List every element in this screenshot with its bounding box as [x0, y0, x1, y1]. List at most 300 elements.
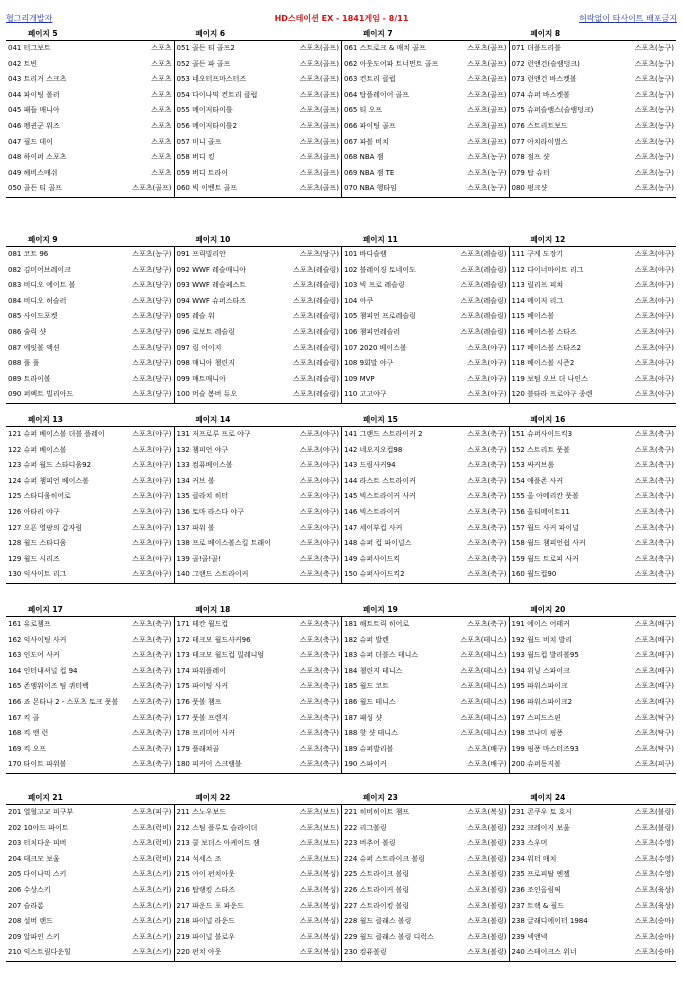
game-category: 스포츠(농구) — [466, 166, 506, 182]
game-title: 192 월드 비치 발리 — [511, 635, 573, 644]
game-title: 224 슈퍼 스트라이크 볼링 — [344, 854, 425, 863]
game-title: 057 미니 골프 — [176, 137, 222, 146]
game-category: 스포츠(농구) — [466, 150, 506, 166]
game-category: 스포츠(복싱) — [466, 805, 506, 821]
game-title: 075 슈퍼슬램스(슬램덩크) — [511, 106, 594, 115]
list-item — [342, 41, 509, 57]
list-item — [342, 88, 509, 104]
list-item — [175, 617, 342, 633]
list-item — [6, 742, 174, 758]
game-title: 083 비디오 에이트 볼 — [8, 281, 76, 290]
list-item — [342, 427, 509, 443]
game-title: 227 스트라이킹 볼링 — [344, 901, 410, 910]
list-item — [175, 536, 342, 552]
list-item — [510, 489, 677, 505]
game-category: 스포츠(스키) — [131, 883, 171, 899]
game-category: 스포츠 — [150, 103, 171, 119]
game-title: 200 슈퍼동지볼 — [511, 760, 561, 769]
game-category: 스포츠(축구) — [131, 633, 171, 649]
page-column — [509, 617, 677, 773]
game-title: 190 스파이커 — [344, 760, 387, 769]
page-column — [6, 427, 174, 583]
game-category: 스포츠(야구) — [634, 325, 674, 341]
game-title: 235 프로피탈 엔젤 — [511, 870, 570, 879]
list-item — [342, 489, 509, 505]
game-title: 061 스트로크 & 매치 골프 — [344, 44, 426, 52]
list-item — [175, 914, 342, 930]
game-category: 스포츠(야구) — [466, 372, 506, 388]
game-category: 스포츠(축구) — [131, 757, 171, 773]
list-item — [6, 72, 174, 88]
list-item — [175, 166, 342, 182]
list-item — [510, 648, 677, 664]
game-title: 104 아쿠 — [344, 296, 374, 305]
game-title: 048 하이퍼 스포츠 — [8, 153, 67, 162]
game-category: 스포츠(농구) — [634, 181, 674, 197]
list-item — [6, 309, 174, 325]
game-title: 152 스트리트 풋볼 — [511, 445, 570, 454]
list-item — [342, 181, 509, 197]
list-item — [6, 41, 174, 57]
game-title: 160 월드컵90 — [511, 570, 557, 579]
list-item — [510, 247, 677, 263]
list-item — [175, 742, 342, 758]
game-title: 042 트빈 — [8, 59, 38, 68]
page-column — [6, 617, 174, 773]
game-category: 스포츠(축구) — [634, 427, 674, 443]
game-title: 093 WWF 레슬페스트 — [176, 281, 246, 290]
game-title: 131 저프로루 프로 야구 — [176, 430, 251, 438]
game-category: 스포츠(농구) — [634, 150, 674, 166]
list-item — [175, 372, 342, 388]
game-title: 134 커브 볼 — [176, 476, 215, 485]
page-title: 페이지 7 — [363, 29, 393, 38]
game-title: 096 로보트 레슬링 — [176, 327, 235, 336]
game-title: 085 사이드포켓 — [8, 312, 58, 321]
game-category: 스포츠(야구) — [299, 458, 339, 474]
list-item — [342, 119, 509, 135]
list-item — [342, 711, 509, 727]
game-title: 109 MVP — [344, 374, 375, 383]
game-title: 101 바디슬램 — [344, 250, 387, 258]
game-category: 스포츠(축구) — [466, 567, 506, 583]
list-item — [175, 150, 342, 166]
list-item — [175, 72, 342, 88]
game-category: 스포츠(축구) — [634, 552, 674, 568]
list-item — [342, 679, 509, 695]
game-category: 스포츠(야구) — [466, 356, 506, 372]
game-title: 122 슈퍼 베이스볼 — [8, 445, 67, 454]
list-item — [510, 821, 677, 837]
list-item — [175, 103, 342, 119]
game-category: 스포츠(볼링) — [466, 914, 506, 930]
game-category: 스포츠(야구) — [466, 341, 506, 357]
list-item — [342, 356, 509, 372]
game-category: 스포츠(야구) — [131, 474, 171, 490]
list-item — [6, 57, 174, 73]
game-category: 스포츠(야구) — [131, 427, 171, 443]
game-title: 120 블타라 프로야구 종렌 — [511, 390, 593, 399]
game-title: 195 파워스파이크 — [511, 682, 568, 691]
list-item — [175, 899, 342, 915]
game-category: 스포츠(축구) — [131, 679, 171, 695]
game-category: 스포츠(테니스) — [459, 695, 506, 711]
list-item — [6, 521, 174, 537]
game-category: 스포츠(배구) — [634, 648, 674, 664]
game-category: 스포츠(레슬링) — [459, 247, 506, 263]
game-title: 156 올티메이트11 — [511, 507, 570, 516]
game-title: 050 골든 티 골프 — [8, 184, 62, 193]
list-item — [342, 263, 509, 279]
list-item — [6, 536, 174, 552]
game-category: 스포츠(복싱) — [299, 945, 339, 961]
list-item — [6, 103, 174, 119]
game-title: 117 베이스볼 스타즈2 — [511, 343, 582, 352]
page-title: 페이지 13 — [28, 415, 63, 424]
game-category: 스포츠(골프) — [299, 119, 339, 135]
game-category: 스포츠(축구) — [299, 711, 339, 727]
list-item — [342, 458, 509, 474]
game-category: 스포츠(테니스) — [459, 711, 506, 727]
game-category: 스포츠(축구) — [131, 664, 171, 680]
game-category: 스포츠(골프) — [466, 41, 506, 57]
game-category: 스포츠(볼링) — [466, 945, 506, 961]
game-title: 149 슈퍼사이드킥 — [344, 554, 401, 563]
game-title: 167 킥 골 — [8, 713, 40, 722]
list-item — [510, 505, 677, 521]
list-item — [175, 57, 342, 73]
list-item — [342, 883, 509, 899]
game-title: 079 탑 슈터 — [511, 168, 550, 177]
game-category: 스포츠(스키) — [131, 867, 171, 883]
game-category: 스포츠(축구) — [466, 505, 506, 521]
list-item — [342, 821, 509, 837]
list-item — [175, 427, 342, 443]
list-item — [510, 536, 677, 552]
game-category: 스포츠(배구) — [634, 679, 674, 695]
game-category: 스포츠(럭비) — [131, 852, 171, 868]
page-title: 페이지 17 — [28, 605, 63, 614]
game-title: 065 티 오프 — [344, 106, 383, 115]
game-title: 063 컨트리 클럽 — [344, 75, 396, 84]
game-category: 스포츠(볼링) — [634, 805, 674, 821]
page-title: 페이지 11 — [363, 235, 398, 244]
game-title: 078 점프 샷 — [511, 153, 550, 162]
game-category: 스포츠(당구) — [131, 356, 171, 372]
list-item — [510, 278, 677, 294]
list-item — [6, 88, 174, 104]
header-title: HD스테이션 EX - 1841게임 - 8/11 — [274, 14, 409, 23]
game-category: 스포츠(보드) — [299, 852, 339, 868]
game-category: 스포츠(축구) — [466, 443, 506, 459]
list-item — [6, 711, 174, 727]
game-title: 215 아이 펀치아웃 — [176, 870, 235, 879]
list-item — [175, 247, 342, 263]
list-item — [175, 263, 342, 279]
list-item — [175, 664, 342, 680]
game-category: 스포츠 — [150, 119, 171, 135]
list-item — [6, 552, 174, 568]
game-category: 스포츠 — [150, 166, 171, 182]
game-category: 스포츠(골프) — [466, 57, 506, 73]
list-item — [510, 521, 677, 537]
list-item — [342, 695, 509, 711]
game-title: 178 프리미어 사커 — [176, 729, 235, 738]
game-category: 스포츠(볼링) — [466, 852, 506, 868]
list-item — [342, 757, 509, 773]
list-item — [6, 135, 174, 151]
game-category: 스포츠(레슬링) — [292, 372, 339, 388]
game-title: 221 히비히이트 챔프 — [344, 808, 410, 816]
list-item — [175, 278, 342, 294]
game-category: 스포츠(복싱) — [299, 867, 339, 883]
game-category: 스포츠(축구) — [466, 552, 506, 568]
game-category: 스포츠(테니스) — [459, 726, 506, 742]
game-title: 197 스피드스핀 — [511, 713, 561, 722]
game-category: 스포츠(테니스) — [459, 648, 506, 664]
game-title: 121 슈퍼 베이스볼 더블 플레이 — [8, 430, 105, 438]
page-column — [509, 427, 677, 583]
list-item — [6, 867, 174, 883]
list-item — [510, 633, 677, 649]
game-title: 226 스트라이커 볼링 — [344, 885, 410, 894]
game-title: 169 킥 오프 — [8, 744, 47, 753]
list-item — [342, 899, 509, 915]
list-item — [6, 567, 174, 583]
list-item — [510, 836, 677, 852]
list-item — [175, 930, 342, 946]
list-item — [175, 648, 342, 664]
game-category: 스포츠(배구) — [466, 742, 506, 758]
game-category: 스포츠(골프) — [466, 88, 506, 104]
game-title: 094 WWF 슈퍼스타즈 — [176, 296, 246, 305]
game-title: 174 파워플레이 — [176, 666, 226, 675]
list-item — [342, 805, 509, 821]
game-category: 스포츠(골프) — [299, 181, 339, 197]
page-column — [174, 247, 342, 403]
list-item — [342, 443, 509, 459]
game-title: 188 핫 샷 테니스 — [344, 729, 398, 738]
game-title: 128 월드 스타디움 — [8, 539, 67, 548]
game-category: 스포츠(레슬링) — [292, 263, 339, 279]
game-title: 216 탑랭킹 스타즈 — [176, 885, 235, 894]
page-title: 페이지 19 — [363, 605, 398, 614]
game-title: 142 네오지오컵98 — [344, 445, 403, 454]
game-category: 스포츠(야구) — [634, 356, 674, 372]
game-title: 090 퍼펙트 빌리아드 — [8, 390, 74, 399]
game-category: 스포츠(축구) — [131, 617, 171, 633]
list-item — [510, 427, 677, 443]
game-title: 164 인터내셔널 컵 94 — [8, 666, 78, 675]
game-category: 스포츠(골프) — [299, 72, 339, 88]
game-category: 스포츠(탁구) — [634, 711, 674, 727]
list-item — [342, 278, 509, 294]
game-title: 111 구게 도장기 — [511, 250, 564, 258]
game-title: 222 리그볼링 — [344, 823, 387, 832]
game-category: 스포츠(축구) — [634, 474, 674, 490]
list-item — [510, 372, 677, 388]
page-title: 페이지 5 — [28, 29, 58, 38]
game-title: 092 WWF 레슬매니아 — [176, 265, 246, 274]
game-title: 084 비디오 허슬러 — [8, 296, 67, 305]
game-category: 스포츠(육상) — [634, 899, 674, 915]
game-title: 148 슈퍼 컵 파이널스 — [344, 539, 412, 548]
game-category: 스포츠(승마) — [634, 914, 674, 930]
list-item — [342, 387, 509, 403]
game-category: 스포츠(보드) — [299, 805, 339, 821]
game-title: 145 빅스트라이커 사커 — [344, 492, 416, 501]
game-category: 스포츠(볼링) — [466, 836, 506, 852]
list-item — [342, 567, 509, 583]
game-title: 225 스트라이크 볼링 — [344, 870, 410, 879]
list-item — [6, 341, 174, 357]
page-column — [6, 41, 174, 197]
game-title: 089 트라이볼 — [8, 374, 51, 383]
game-title: 150 슈퍼사이드킥2 — [344, 570, 405, 579]
game-title: 137 파워 볼 — [176, 523, 215, 532]
game-title: 162 익사이팅 사커 — [8, 635, 67, 644]
game-title: 199 핑퐁 마스터즈93 — [511, 744, 579, 753]
page-column — [341, 247, 509, 403]
page-title: 페이지 14 — [195, 415, 231, 424]
game-title: 185 월드 코트 — [344, 682, 389, 691]
game-title: 154 애플존 사커 — [511, 476, 564, 485]
page-column — [6, 805, 174, 961]
game-category: 스포츠(축구) — [131, 695, 171, 711]
list-item — [175, 883, 342, 899]
game-category: 스포츠(골프) — [299, 166, 339, 182]
game-title: 186 월드 테니스 — [344, 697, 396, 706]
game-title: 064 탑플레이어 골프 — [344, 90, 410, 99]
list-item — [175, 119, 342, 135]
game-title: 175 파이팅 사커 — [176, 682, 229, 691]
game-title: 105 챔피언 프로레슬링 — [344, 312, 416, 321]
page-title: 페이지 6 — [195, 29, 226, 38]
list-item — [342, 648, 509, 664]
game-title: 133 컴퓨베이스볼 — [176, 461, 233, 470]
game-category: 스포츠(농구) — [634, 119, 674, 135]
list-item — [510, 552, 677, 568]
page-title: 페이지 18 — [195, 605, 231, 614]
list-item — [510, 930, 677, 946]
game-category: 스포츠(볼링) — [466, 867, 506, 883]
page-title: 페이지 22 — [195, 793, 231, 802]
game-category: 스포츠(볼링) — [466, 883, 506, 899]
game-title: 161 유로챔프 — [8, 620, 51, 628]
page-block — [6, 426, 676, 584]
list-item — [342, 135, 509, 151]
header-right-link[interactable]: 허락없이 타사이트 배포금지 — [579, 14, 677, 23]
game-title: 204 테크모 보울 — [8, 854, 60, 863]
list-item — [510, 852, 677, 868]
page-column — [341, 805, 509, 961]
game-category: 스포츠(축구) — [131, 711, 171, 727]
list-item — [175, 356, 342, 372]
game-category: 스포츠(축구) — [634, 505, 674, 521]
game-title: 217 파운드 포 파운드 — [176, 901, 244, 910]
game-title: 112 다이너마이트 리그 — [511, 265, 584, 274]
game-category: 스포츠(육상) — [634, 883, 674, 899]
game-category: 스포츠(야구) — [299, 521, 339, 537]
game-category: 스포츠(축구) — [466, 521, 506, 537]
game-title: 108 9회말 야구 — [344, 359, 394, 368]
game-category: 스포츠(스키) — [131, 945, 171, 961]
page-title: 페이지 21 — [28, 793, 63, 802]
game-category: 스포츠 — [150, 135, 171, 151]
game-title: 176 풋볼 챔프 — [176, 697, 222, 706]
game-category: 스포츠(야구) — [634, 294, 674, 310]
game-category: 스포츠(농구) — [634, 166, 674, 182]
page-column — [341, 427, 509, 583]
game-category: 스포츠(축구) — [299, 648, 339, 664]
game-category: 스포츠(농구) — [634, 103, 674, 119]
list-item — [175, 867, 342, 883]
game-category: 스포츠(골프) — [299, 150, 339, 166]
game-category: 스포츠(야구) — [634, 263, 674, 279]
game-category: 스포츠(볼링) — [466, 899, 506, 915]
game-category: 스포츠(축구) — [466, 427, 506, 443]
game-title: 053 네오터프마스터즈 — [176, 75, 247, 84]
list-item — [510, 309, 677, 325]
list-item — [342, 726, 509, 742]
list-item — [342, 930, 509, 946]
game-title: 223 버추어 볼링 — [344, 839, 396, 848]
list-item — [175, 88, 342, 104]
game-category: 스포츠(골프) — [299, 103, 339, 119]
game-category: 스포츠(레슬링) — [292, 325, 339, 341]
list-item — [175, 757, 342, 773]
page-block — [6, 616, 676, 774]
game-category: 스포츠(승마) — [634, 930, 674, 946]
list-item — [510, 899, 677, 915]
list-item — [6, 821, 174, 837]
list-item — [175, 521, 342, 537]
list-item — [510, 679, 677, 695]
list-item — [175, 443, 342, 459]
header-left-link[interactable]: 협그리개발자 — [6, 14, 53, 23]
game-title: 067 파볼 비치 — [344, 137, 389, 146]
page-title: 페이지 10 — [195, 235, 231, 244]
game-category: 스포츠(레슬링) — [459, 278, 506, 294]
list-item — [175, 181, 342, 197]
game-category: 스포츠(축구) — [299, 679, 339, 695]
game-title: 212 스팀 플루토 슬라이더 — [176, 823, 258, 832]
game-title: 203 터치다운 피버 — [8, 839, 67, 848]
list-item — [342, 309, 509, 325]
game-category: 스포츠(야구) — [299, 474, 339, 490]
game-category: 스포츠(골프) — [131, 181, 171, 197]
game-category: 스포츠(레슬링) — [459, 263, 506, 279]
game-category: 스포츠(축구) — [299, 695, 339, 711]
game-category: 스포츠(당구) — [131, 325, 171, 341]
game-title: 179 플래쳐골 — [176, 744, 220, 753]
page-block — [6, 804, 676, 962]
list-item — [175, 552, 342, 568]
game-category: 스포츠(야구) — [131, 567, 171, 583]
page-title: 페이지 20 — [530, 605, 566, 614]
game-category: 스포츠(야구) — [299, 489, 339, 505]
game-title: 181 해트트릭 히어로 — [344, 620, 410, 628]
game-category: 스포츠(축구) — [634, 567, 674, 583]
list-item — [6, 899, 174, 915]
list-item — [510, 294, 677, 310]
game-title: 166 죠 몬타나 2 - 스포츠 토크 풋볼 — [8, 697, 119, 706]
game-category: 스포츠(당구) — [131, 263, 171, 279]
game-title: 087 에잇볼 액션 — [8, 343, 60, 352]
list-item — [6, 852, 174, 868]
list-item — [175, 852, 342, 868]
game-category: 스포츠(야구) — [131, 521, 171, 537]
